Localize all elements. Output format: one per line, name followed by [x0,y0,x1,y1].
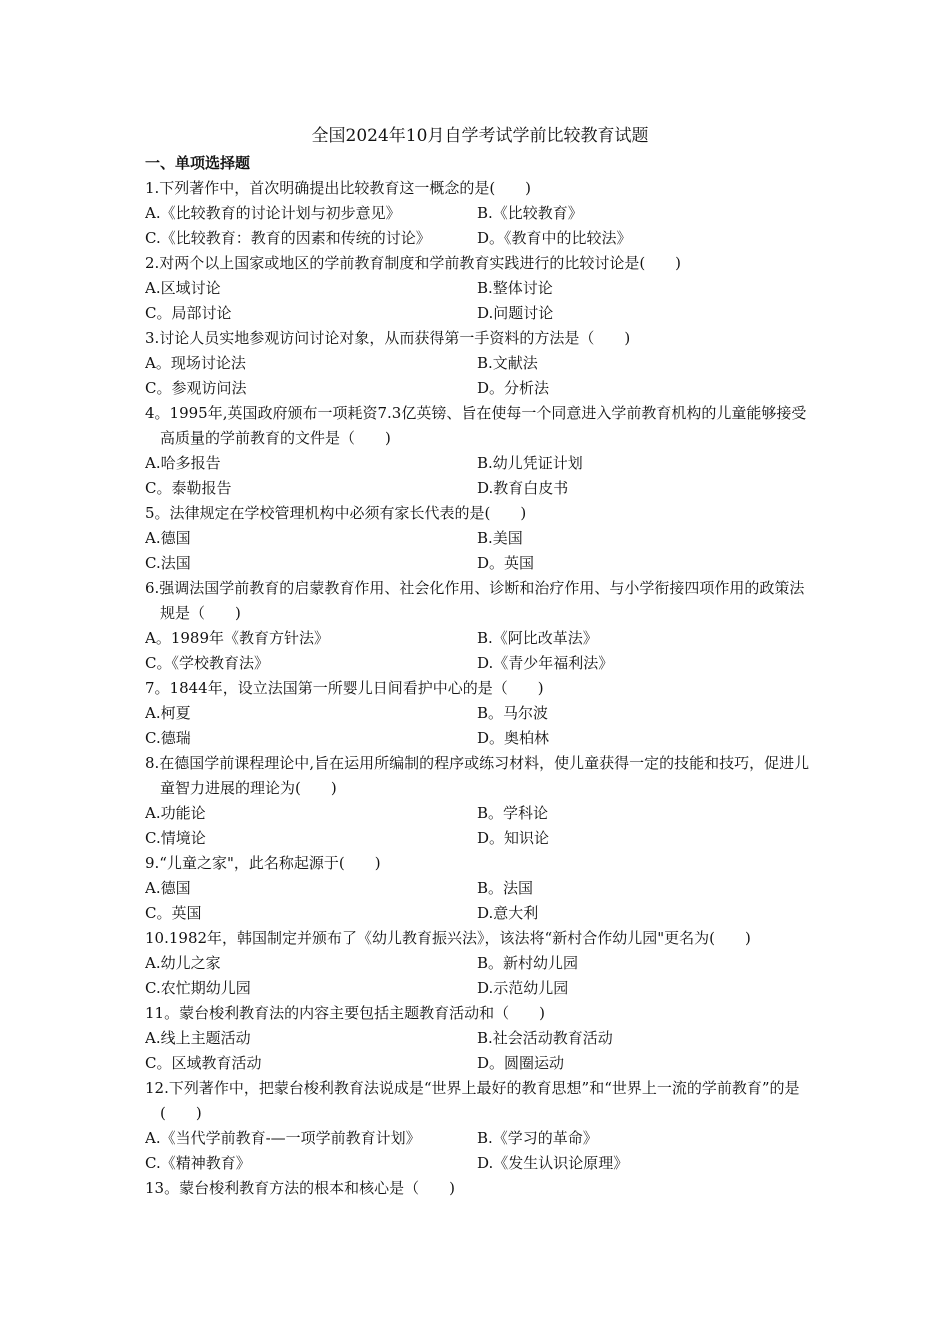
option-c: C.《比较教育：教育的因素和传统的讨论》 [145,229,431,247]
option-c: C.农忙期幼儿园 [145,979,251,997]
option-a: A.哈多报告 [145,454,221,472]
question-stem: 8.在德国学前课程理论中,旨在运用所编制的程序或练习材料，使儿童获得一定的技能和技巧，促进儿童智力进展的理论为( ) [145,754,810,797]
option-d: D.《发生认识论原理》 [477,1154,629,1172]
option-d: D。分析法 [477,379,550,397]
option-d: D。《教育中的比较法》 [477,229,632,247]
option-b: B。马尔波 [477,704,549,722]
option-list [145,351,815,401]
question-7 [145,676,815,751]
question-4 [145,401,815,501]
option-c: C.法国 [145,554,191,572]
option-b: B。法国 [477,879,534,897]
option-list [145,1026,815,1076]
question-10 [145,926,815,1001]
option-c: C。区域教育活动 [145,1054,262,1072]
option-d: D.意大利 [477,904,539,922]
option-c: C。英国 [145,904,202,922]
question-stem: 13。蒙台梭利教育方法的根本和核心是（ ) [145,1179,455,1197]
question-9 [145,851,815,926]
question-13 [145,1176,815,1201]
question-stem: 7。1844年，设立法国第一所婴儿日间看护中心的是（ ) [145,679,544,697]
question-list [145,176,815,1201]
option-a: A.《比较教育的讨论计划与初步意见》 [145,204,401,222]
question-stem: 10.1982年，韩国制定并颁布了《幼儿教育振兴法》，该法将“新村合作幼儿园"更名为( ) [145,929,751,947]
option-list [145,801,815,851]
option-d: D.示范幼儿园 [477,979,569,997]
option-c: C。《学校教育法》 [145,654,269,672]
option-list [145,951,815,1001]
question-12 [145,1076,815,1176]
option-list [145,1126,815,1176]
question-stem: 2.对两个以上国家或地区的学前教育制度和学前教育实践进行的比较讨论是( ) [145,254,682,272]
option-list [145,451,815,501]
option-b: B.《学习的革命》 [477,1129,598,1147]
option-a: A。现场讨论法 [145,354,246,372]
option-c: C.情境论 [145,829,206,847]
option-a: A.柯夏 [145,704,191,722]
option-b: B.整体讨论 [477,279,553,297]
option-d: D.《青少年福利法》 [477,654,614,672]
section-heading: 一、单项选择题 [145,154,251,172]
option-list [145,526,815,576]
option-a: A.德国 [145,879,191,897]
option-a: A.功能论 [145,804,206,822]
page-title: 全国2024年10月自学考试学前比较教育试题 [311,126,649,146]
question-2 [145,251,815,326]
question-1 [145,176,815,251]
option-list [145,276,815,326]
question-8 [145,751,815,851]
option-a: A.德国 [145,529,191,547]
option-b: B。学科论 [477,804,549,822]
option-d: D。知识论 [477,829,550,847]
option-list [145,201,815,251]
option-d: D。英国 [477,554,535,572]
question-stem: 6.强调法国学前教育的启蒙教育作用、社会化作用、诊断和治疗作用、与小学衔接四项作用的政策法规是（ ) [145,579,805,622]
option-c: C.德瑞 [145,729,191,747]
option-a: A.区域讨论 [145,279,221,297]
exam-page [145,121,815,1201]
question-3 [145,326,815,401]
option-b: B.《阿比改革法》 [477,629,598,647]
option-d: D.问题讨论 [477,304,554,322]
question-stem: 3.讨论人员实地参观访问讨论对象，从而获得第一手资料的方法是（ ) [145,329,631,347]
option-b: B.文献法 [477,354,538,372]
question-stem: 11。蒙台梭利教育法的内容主要包括主题教育活动和（ ) [145,1004,545,1022]
option-d: D。奥柏林 [477,729,550,747]
question-5 [145,501,815,576]
question-stem: 5。法律规定在学校管理机构中必须有家长代表的是( ) [145,504,527,522]
option-b: B.《比较教育》 [477,204,583,222]
question-11 [145,1001,815,1076]
option-b: B.美国 [477,529,523,547]
option-b: B。新村幼儿园 [477,954,579,972]
option-b: B.幼儿凭证计划 [477,454,583,472]
option-d: D.教育白皮书 [477,479,569,497]
option-a: A.幼儿之家 [145,954,221,972]
option-a: A.线上主题活动 [145,1029,251,1047]
option-c: C。局部讨论 [145,304,232,322]
option-c: C。参观访问法 [145,379,247,397]
option-c: C.《精神教育》 [145,1154,251,1172]
option-b: B.社会活动教育活动 [477,1029,613,1047]
question-stem: 12.下列著作中，把蒙台梭利教育法说成是“世界上最好的教育思想”和“世界上一流的学前教育”的是( ) [145,1079,800,1122]
question-stem: 4。1995年,英国政府颁布一项耗资7.3亿英镑、旨在使每一个同意进入学前教育机构的儿童能够接受高质量的学前教育的文件是（ ) [145,404,807,447]
option-a: A.《当代学前教育-—一项学前教育计划》 [145,1129,421,1147]
option-d: D。圆圈运动 [477,1054,565,1072]
option-list [145,876,815,926]
question-stem: 9.“儿童之家"，此名称起源于( ) [145,854,381,872]
option-list [145,626,815,676]
option-list [145,701,815,751]
question-6 [145,576,815,676]
option-a: A。1989年《教育方针法》 [145,629,330,647]
question-stem: 1.下列著作中，首次明确提出比较教育这一概念的是( ) [145,179,532,197]
option-c: C。泰勒报告 [145,479,232,497]
